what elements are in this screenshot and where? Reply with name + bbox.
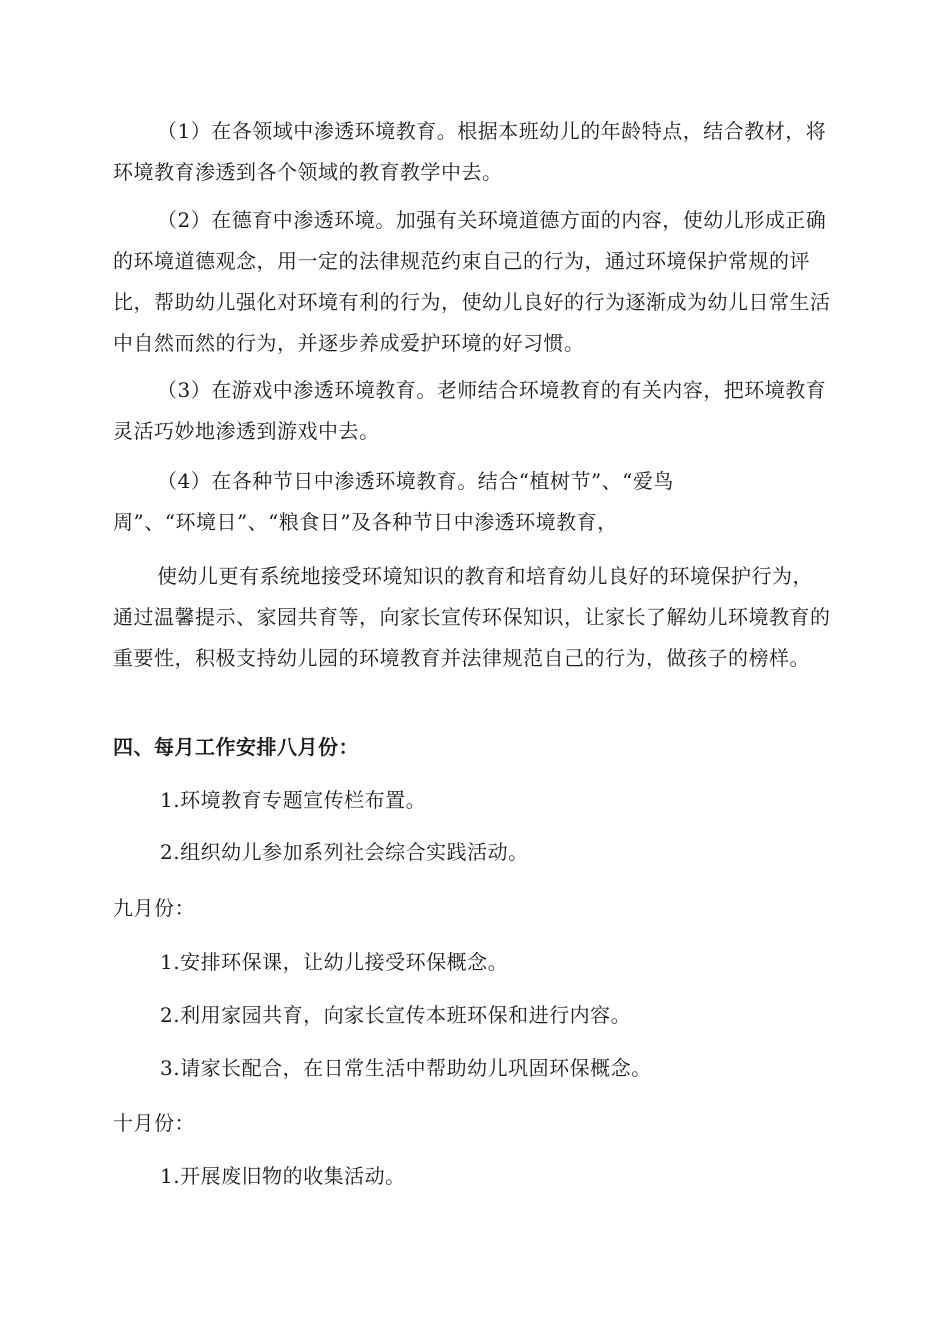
section-heading-4: 四、每月工作安排八月份： bbox=[113, 735, 359, 759]
list-item: 1.环境教育专题宣传栏布置。 bbox=[160, 788, 427, 812]
paragraph-3: （3）在游戏中渗透环境教育。老师结合环境教育的有关内容，把环境教育灵活巧妙地渗透到游戏中去。 bbox=[113, 378, 827, 443]
paragraph-1: （1）在各领域中渗透环境教育。根据本班幼儿的年龄特点，结合教材，将环境教育渗透到各个领域的教育教学中去。 bbox=[113, 119, 827, 184]
paragraph-4-line-2: 周”、“环境日”、“粮食日”及各种节日中渗透环境教育， bbox=[113, 510, 618, 534]
month-label-october: 十月份： bbox=[113, 1111, 195, 1135]
month-label-september: 九月份： bbox=[113, 896, 195, 920]
paragraph-4-line-1: （4）在各种节日中渗透环境教育。结合“植树节”、“爱鸟 bbox=[157, 469, 674, 493]
list-item: 2.利用家园共育，向家长宣传本班环保和进行内容。 bbox=[160, 1003, 632, 1027]
list-item: 1.开展废旧物的收集活动。 bbox=[160, 1164, 406, 1188]
paragraph-4 bbox=[113, 461, 833, 543]
list-item: 1.安排环保课，让幼儿接受环保概念。 bbox=[160, 950, 509, 974]
paragraph-2: （2）在德育中渗透环境。加强有关环境道德方面的内容，使幼儿形成正确的环境道德观念，用一定的法律规范约束自己的行为，通过环境保护常规的评比，帮助幼儿强化对环境有利的行为，使幼儿良好的行为逐渐成为幼儿日常生活中自然而然的行为，并逐步养成爱护环境的好习惯。 bbox=[113, 208, 831, 355]
list-item: 3.请家长配合，在日常生活中帮助幼儿巩固环保概念。 bbox=[160, 1056, 652, 1080]
paragraph-5: 使幼儿更有系统地接受环境知识的教育和培育幼儿良好的环境保护行为，通过温馨提示、家园共育等，向家长宣传环保知识，让家长了解幼儿环境教育的重要性，积极支持幼儿园的环境教育并法律规范自己的行为，做孩子的榜样。 bbox=[113, 564, 831, 670]
list-item: 2.组织幼儿参加系列社会综合实践活动。 bbox=[160, 840, 529, 864]
